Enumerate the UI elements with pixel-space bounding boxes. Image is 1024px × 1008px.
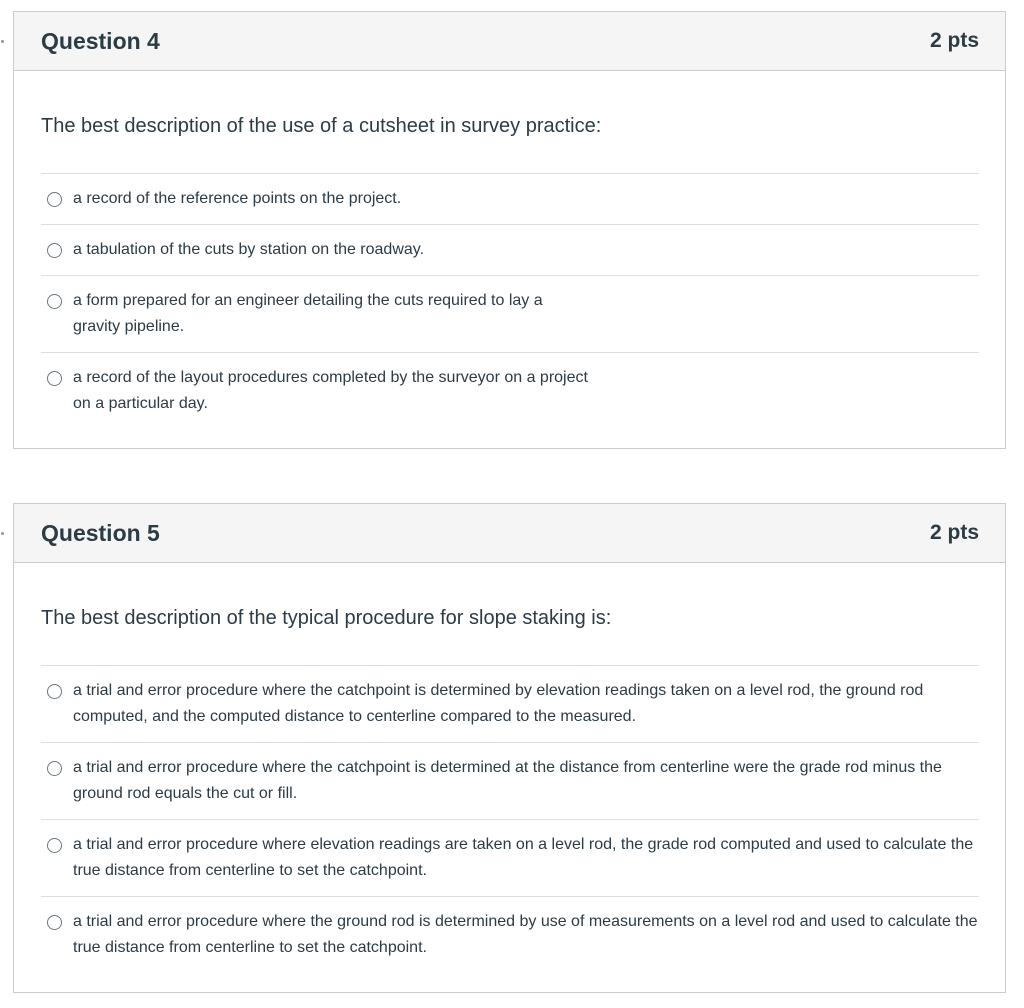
question-text: The best description of the use of a cutsheet in survey practice: (41, 115, 602, 137)
answer-label: a trial and error procedure where the catchpoint is determined at the distance from centerline were the grade rod minus the ground rod equals the cut or fill. (73, 759, 942, 802)
radio-button[interactable] (47, 684, 62, 699)
answer-option[interactable] (41, 353, 979, 429)
answer-label: a trial and error procedure where elevation readings are taken on a level rod, the grade rod computed and used to calculate the true distance from centerline to set the catchpoint. (73, 836, 974, 879)
answer-option[interactable] (41, 225, 979, 276)
radio-button[interactable] (47, 243, 62, 258)
question-marker (1, 40, 4, 43)
answer-option[interactable] (41, 820, 979, 897)
answer-label: a trial and error procedure where the ground rod is determined by use of measurements on a level rod and used to calculate the true distance from centerline to set the catchpoint. (73, 913, 978, 956)
radio-button[interactable] (47, 838, 62, 853)
answer-option[interactable] (41, 897, 979, 973)
question-body (14, 563, 1005, 973)
question-title: Question 5 (41, 519, 160, 546)
question-header (14, 504, 1005, 563)
radio-button[interactable] (47, 761, 62, 776)
question-points: 2 pts (929, 29, 979, 52)
question-4-card (13, 11, 1006, 449)
radio-button[interactable] (47, 371, 62, 386)
answer-option[interactable] (41, 174, 979, 225)
radio-button[interactable] (47, 294, 62, 309)
answer-option[interactable] (41, 276, 979, 353)
answer-option[interactable] (41, 743, 979, 820)
answer-label: a trial and error procedure where the catchpoint is determined by elevation readings taken on a level rod, the ground rod computed, and the computed distance to centerline compared to the measured. (73, 682, 924, 725)
question-points: 2 pts (929, 521, 979, 544)
answer-label: a tabulation of the cuts by station on the roadway. (73, 241, 425, 258)
radio-button[interactable] (47, 915, 62, 930)
answer-label: a record of the reference points on the project. (73, 190, 402, 207)
question-header (14, 12, 1005, 71)
question-body (14, 71, 1005, 429)
question-title: Question 4 (41, 27, 160, 54)
answer-list (41, 173, 979, 429)
answer-option[interactable] (41, 666, 979, 743)
question-5-card (13, 503, 1006, 993)
radio-button[interactable] (47, 192, 62, 207)
answer-label: a form prepared for an engineer detailing the cuts required to lay a gravity pipeline. (73, 292, 543, 335)
answer-label: a record of the layout procedures completed by the surveyor on a project on a particular day. (73, 369, 588, 412)
question-marker (1, 532, 4, 535)
answer-list (41, 665, 979, 973)
question-text: The best description of the typical procedure for slope staking is: (41, 607, 612, 629)
